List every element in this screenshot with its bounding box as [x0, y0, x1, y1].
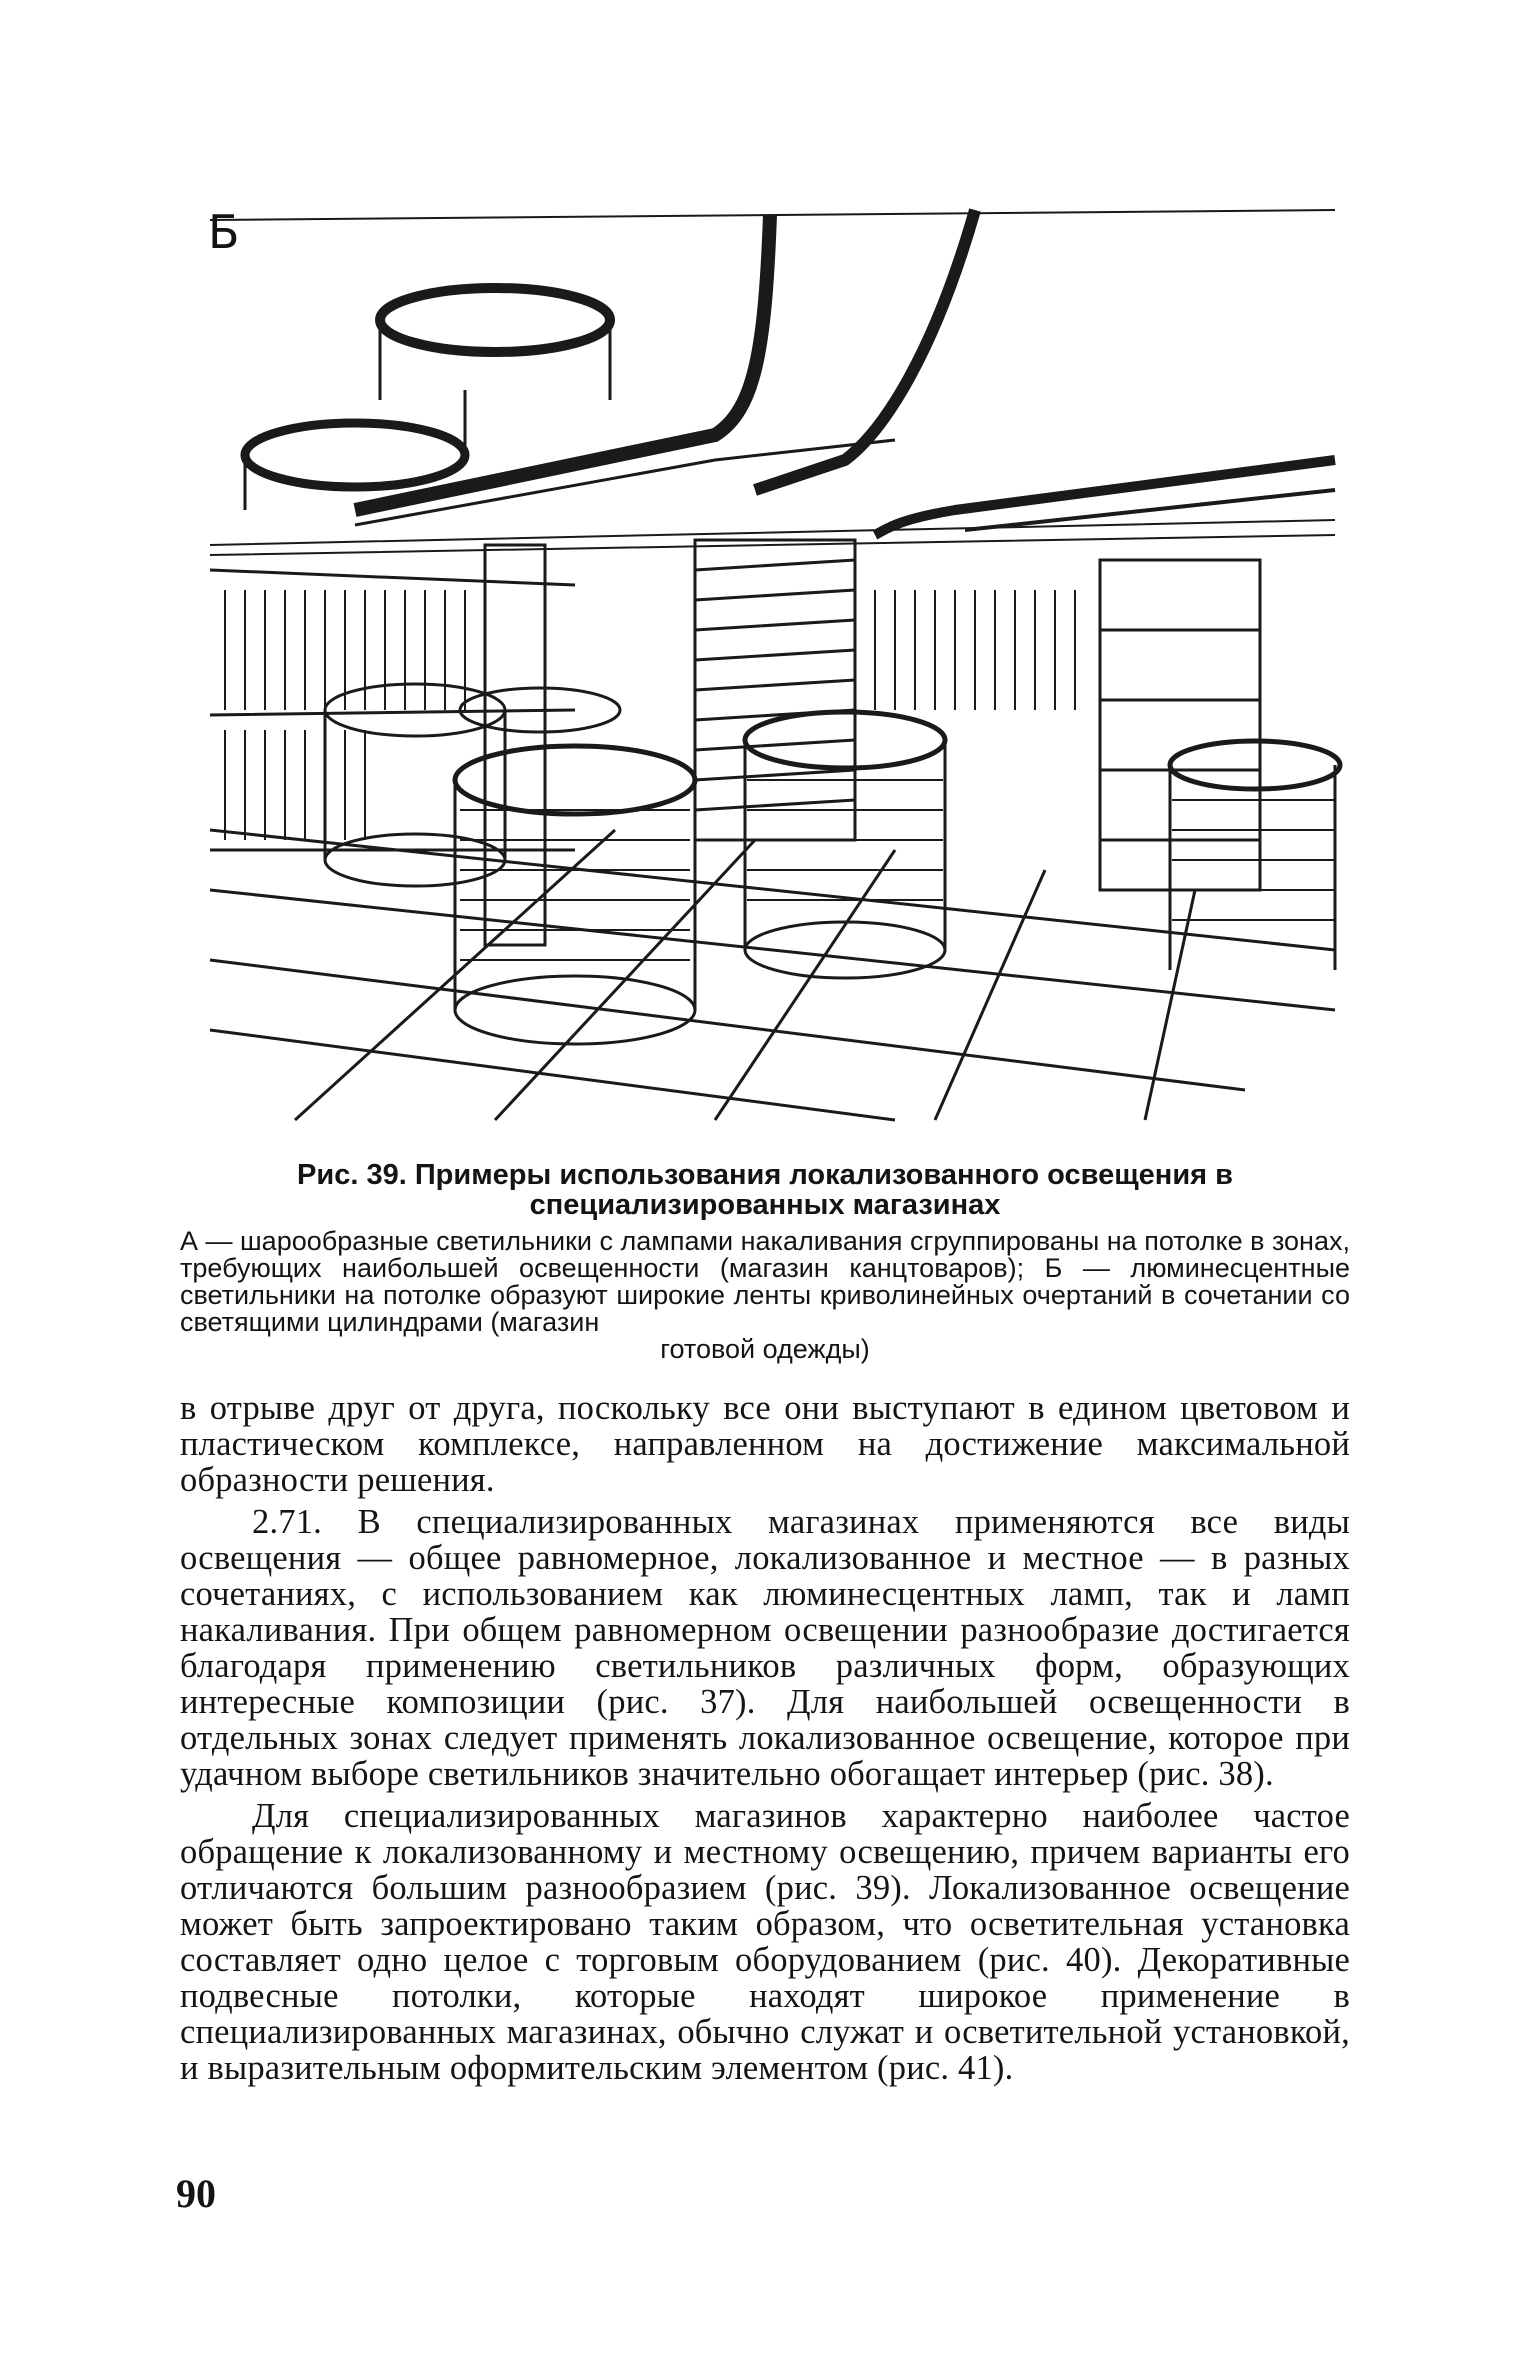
page-number: 90: [176, 2171, 216, 2216]
body-text: [180, 1390, 1350, 2086]
store-interior-illustration: [195, 190, 1345, 1150]
illustration-drawing: [195, 190, 1345, 1150]
caption-body: [180, 1228, 1350, 1363]
paragraph-3: Для специализированных магазинов характерно наиболее частое обращение к локализованному и местному освещению, причем варианты его отличаются большим разнообразием (рис. 39). Локализованное освещение может быть запроектировано таким образом, что осветительная установка составляет одно целое с торговым оборудованием (рис. 40). Декоративные подвесные потолки, которые находят широкое применение в специализированных магазинах, обычно служат и осветительной установкой, и выразительным оформительским элементом (рис. 41).: [180, 1797, 1350, 2087]
caption-title: Рис. 39. Примеры использования локализованного освещения в специализированных магазинах: [297, 1159, 1233, 1221]
figure-label: Б: [208, 205, 240, 259]
caption-body-end: готовой одежды): [660, 1334, 870, 1364]
caption-body-text: А — шарообразные светильники с лампами накаливания сгруппированы на потолке в зонах, требующих наибольшей освещенности (магазин канцтоваров); Б — люминесцентные светильники на потолке образуют широкие ленты криволинейных очертаний в сочетании со светящими цилиндрами (магазин: [180, 1226, 1350, 1337]
paragraph-1: в отрыве друг от друга, поскольку все они выступают в едином цветовом и пластическом комплексе, направленном на достижение максимальной образности решения.: [180, 1389, 1350, 1499]
paragraph-2: 2.71. В специализированных магазинах применяются все виды освещения — общее равномерное, локализованное и местное — в разных сочетаниях, с использованием как люминесцентных ламп, так и ламп накаливания. При общем равномерном освещении разнообразие достигается благодаря применению светильников различных форм, образующих интересные композиции (рис. 37). Для наибольшей освещенности в отдельных зонах следует применять локализованное освещение, которое при удачном выборе светильников значительно обогащает интерьер (рис. 38).: [180, 1503, 1350, 1793]
figure-caption: [180, 1160, 1350, 1363]
